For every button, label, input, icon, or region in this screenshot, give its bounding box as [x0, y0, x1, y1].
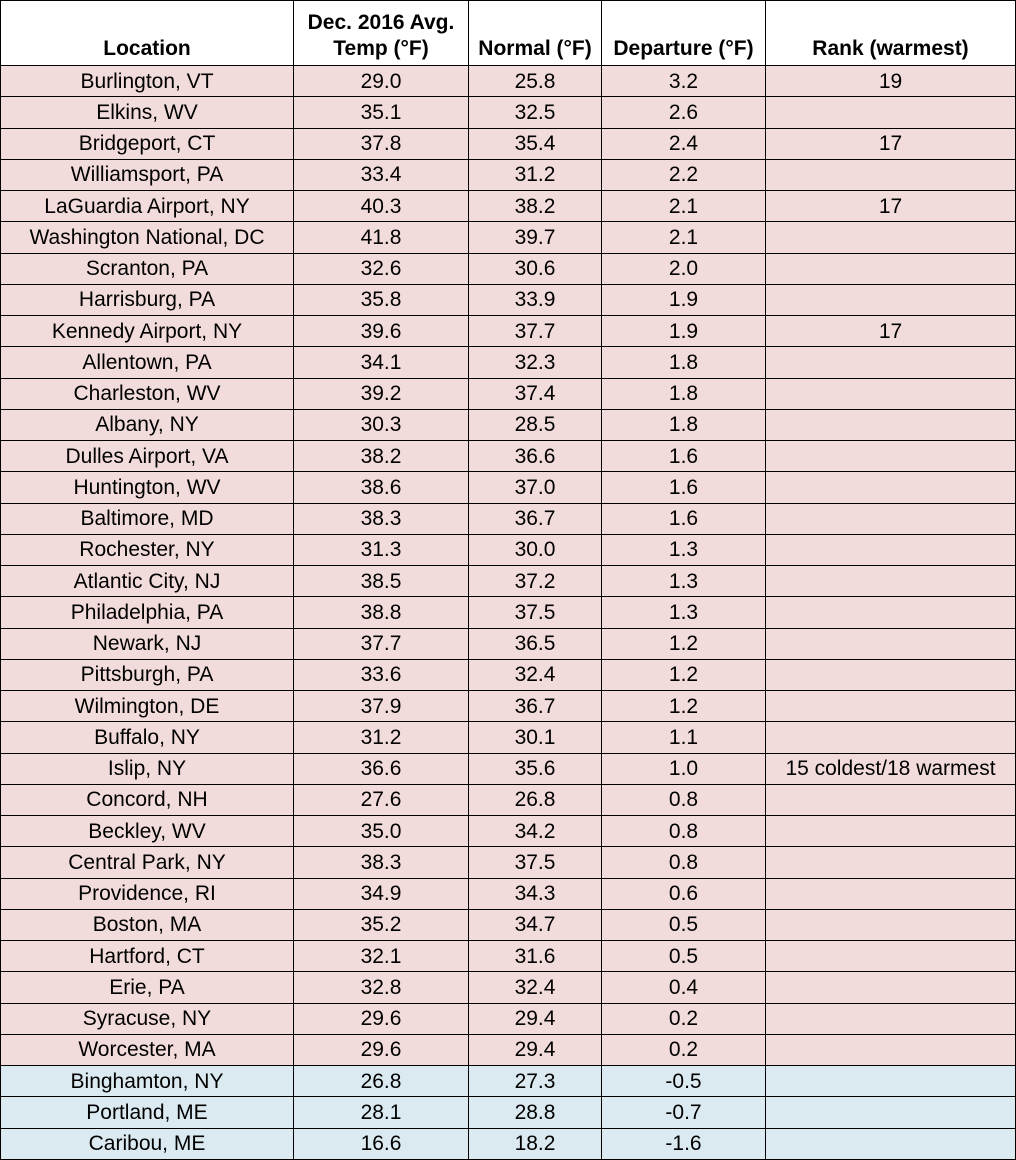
- cell-avg-temp: 31.2: [294, 722, 469, 753]
- cell-departure: 1.9: [602, 316, 766, 347]
- cell-rank: [766, 1066, 1016, 1097]
- cell-rank: 17: [766, 128, 1016, 159]
- cell-rank: [766, 722, 1016, 753]
- table-row: [1, 222, 1016, 253]
- cell-rank: [766, 347, 1016, 378]
- cell-departure: 1.8: [602, 347, 766, 378]
- table-row: [1, 159, 1016, 190]
- cell-avg-temp: 32.1: [294, 941, 469, 972]
- cell-rank: [766, 378, 1016, 409]
- cell-location: Erie, PA: [1, 972, 294, 1003]
- cell-avg-temp: 34.1: [294, 347, 469, 378]
- header-location: Location: [1, 1, 294, 66]
- cell-normal: 37.0: [469, 472, 602, 503]
- cell-avg-temp: 37.7: [294, 628, 469, 659]
- cell-rank: [766, 222, 1016, 253]
- cell-departure: 1.8: [602, 378, 766, 409]
- cell-location: Boston, MA: [1, 909, 294, 940]
- cell-location: Providence, RI: [1, 878, 294, 909]
- cell-rank: [766, 284, 1016, 315]
- cell-avg-temp: 30.3: [294, 409, 469, 440]
- cell-avg-temp: 32.8: [294, 972, 469, 1003]
- cell-avg-temp: 37.9: [294, 691, 469, 722]
- cell-departure: 1.8: [602, 409, 766, 440]
- cell-avg-temp: 35.0: [294, 816, 469, 847]
- cell-avg-temp: 38.6: [294, 472, 469, 503]
- table-row: [1, 1097, 1016, 1128]
- cell-normal: 28.5: [469, 409, 602, 440]
- header-row: [1, 1, 1016, 66]
- table-row: [1, 1066, 1016, 1097]
- cell-departure: 1.6: [602, 503, 766, 534]
- cell-departure: 1.9: [602, 284, 766, 315]
- cell-rank: [766, 784, 1016, 815]
- cell-rank: [766, 597, 1016, 628]
- cell-rank: [766, 1003, 1016, 1034]
- cell-location: Binghamton, NY: [1, 1066, 294, 1097]
- cell-departure: 2.6: [602, 97, 766, 128]
- cell-location: Portland, ME: [1, 1097, 294, 1128]
- cell-rank: [766, 1034, 1016, 1065]
- cell-avg-temp: 36.6: [294, 753, 469, 784]
- cell-normal: 37.5: [469, 847, 602, 878]
- cell-normal: 32.5: [469, 97, 602, 128]
- cell-departure: 1.0: [602, 753, 766, 784]
- header-rank: Rank (warmest): [766, 1, 1016, 66]
- cell-rank: [766, 409, 1016, 440]
- cell-departure: 2.4: [602, 128, 766, 159]
- header-departure: Departure (°F): [602, 1, 766, 66]
- cell-normal: 34.2: [469, 816, 602, 847]
- cell-rank: [766, 909, 1016, 940]
- cell-normal: 25.8: [469, 66, 602, 97]
- cell-normal: 32.3: [469, 347, 602, 378]
- table-row: [1, 253, 1016, 284]
- cell-normal: 18.2: [469, 1128, 602, 1159]
- cell-departure: 1.3: [602, 534, 766, 565]
- cell-normal: 30.6: [469, 253, 602, 284]
- cell-rank: [766, 253, 1016, 284]
- table-row: [1, 316, 1016, 347]
- cell-avg-temp: 35.1: [294, 97, 469, 128]
- cell-location: Newark, NJ: [1, 628, 294, 659]
- table-row: [1, 753, 1016, 784]
- cell-normal: 34.3: [469, 878, 602, 909]
- cell-departure: 1.2: [602, 691, 766, 722]
- table-row: [1, 66, 1016, 97]
- cell-location: Kennedy Airport, NY: [1, 316, 294, 347]
- cell-rank: [766, 503, 1016, 534]
- cell-location: Syracuse, NY: [1, 1003, 294, 1034]
- cell-avg-temp: 29.6: [294, 1003, 469, 1034]
- cell-normal: 27.3: [469, 1066, 602, 1097]
- table-row: [1, 972, 1016, 1003]
- cell-departure: -0.7: [602, 1097, 766, 1128]
- table-row: [1, 597, 1016, 628]
- cell-rank: [766, 972, 1016, 1003]
- table-row: [1, 909, 1016, 940]
- cell-location: LaGuardia Airport, NY: [1, 191, 294, 222]
- cell-normal: 33.9: [469, 284, 602, 315]
- cell-rank: [766, 628, 1016, 659]
- cell-departure: 0.8: [602, 847, 766, 878]
- cell-normal: 30.0: [469, 534, 602, 565]
- cell-location: Wilmington, DE: [1, 691, 294, 722]
- cell-normal: 36.7: [469, 691, 602, 722]
- cell-normal: 36.6: [469, 441, 602, 472]
- cell-normal: 36.5: [469, 628, 602, 659]
- header-avg-temp-line2: Temp (°F): [333, 37, 429, 60]
- cell-rank: [766, 941, 1016, 972]
- cell-normal: 34.7: [469, 909, 602, 940]
- table-row: [1, 722, 1016, 753]
- cell-departure: 0.5: [602, 941, 766, 972]
- cell-location: Buffalo, NY: [1, 722, 294, 753]
- table-row: [1, 784, 1016, 815]
- cell-normal: 39.7: [469, 222, 602, 253]
- table-row: [1, 628, 1016, 659]
- table-row: [1, 284, 1016, 315]
- cell-avg-temp: 33.6: [294, 659, 469, 690]
- cell-rank: [766, 441, 1016, 472]
- table-row: [1, 441, 1016, 472]
- cell-avg-temp: 26.8: [294, 1066, 469, 1097]
- table-row: [1, 1128, 1016, 1159]
- cell-location: Scranton, PA: [1, 253, 294, 284]
- cell-rank: 17: [766, 191, 1016, 222]
- cell-rank: [766, 1128, 1016, 1159]
- table-row: [1, 378, 1016, 409]
- cell-location: Charleston, WV: [1, 378, 294, 409]
- cell-avg-temp: 16.6: [294, 1128, 469, 1159]
- cell-location: Elkins, WV: [1, 97, 294, 128]
- cell-location: Pittsburgh, PA: [1, 659, 294, 690]
- cell-normal: 37.7: [469, 316, 602, 347]
- cell-departure: 2.0: [602, 253, 766, 284]
- cell-rank: [766, 534, 1016, 565]
- cell-departure: 0.2: [602, 1003, 766, 1034]
- cell-location: Atlantic City, NJ: [1, 566, 294, 597]
- cell-rank: [766, 566, 1016, 597]
- cell-normal: 31.2: [469, 159, 602, 190]
- cell-rank: [766, 1097, 1016, 1128]
- cell-location: Williamsport, PA: [1, 159, 294, 190]
- cell-departure: -1.6: [602, 1128, 766, 1159]
- cell-location: Bridgeport, CT: [1, 128, 294, 159]
- cell-departure: 1.1: [602, 722, 766, 753]
- cell-normal: 37.5: [469, 597, 602, 628]
- cell-avg-temp: 31.3: [294, 534, 469, 565]
- table-row: [1, 566, 1016, 597]
- cell-avg-temp: 35.2: [294, 909, 469, 940]
- cell-departure: 0.2: [602, 1034, 766, 1065]
- cell-rank: [766, 659, 1016, 690]
- table-row: [1, 472, 1016, 503]
- cell-avg-temp: 39.6: [294, 316, 469, 347]
- table-row: [1, 878, 1016, 909]
- cell-normal: 30.1: [469, 722, 602, 753]
- cell-location: Beckley, WV: [1, 816, 294, 847]
- cell-departure: 1.3: [602, 597, 766, 628]
- cell-location: Baltimore, MD: [1, 503, 294, 534]
- cell-location: Harrisburg, PA: [1, 284, 294, 315]
- cell-avg-temp: 39.2: [294, 378, 469, 409]
- cell-location: Philadelphia, PA: [1, 597, 294, 628]
- table-row: [1, 534, 1016, 565]
- table-body: [1, 66, 1016, 1160]
- header-avg-temp: [294, 1, 469, 66]
- cell-rank: [766, 472, 1016, 503]
- cell-normal: 36.7: [469, 503, 602, 534]
- cell-location: Central Park, NY: [1, 847, 294, 878]
- table-row: [1, 941, 1016, 972]
- cell-normal: 28.8: [469, 1097, 602, 1128]
- cell-departure: 0.5: [602, 909, 766, 940]
- cell-avg-temp: 29.0: [294, 66, 469, 97]
- cell-avg-temp: 35.8: [294, 284, 469, 315]
- cell-rank: [766, 691, 1016, 722]
- cell-location: Allentown, PA: [1, 347, 294, 378]
- table-row: [1, 409, 1016, 440]
- cell-avg-temp: 38.2: [294, 441, 469, 472]
- cell-departure: 1.6: [602, 441, 766, 472]
- cell-normal: 26.8: [469, 784, 602, 815]
- table-row: [1, 691, 1016, 722]
- cell-departure: 2.1: [602, 191, 766, 222]
- table-row: [1, 503, 1016, 534]
- cell-normal: 32.4: [469, 659, 602, 690]
- table-row: [1, 97, 1016, 128]
- cell-rank: [766, 847, 1016, 878]
- cell-departure: 1.3: [602, 566, 766, 597]
- table-row: [1, 128, 1016, 159]
- cell-avg-temp: 27.6: [294, 784, 469, 815]
- table-row: [1, 659, 1016, 690]
- cell-normal: 37.2: [469, 566, 602, 597]
- cell-avg-temp: 33.4: [294, 159, 469, 190]
- cell-location: Caribou, ME: [1, 1128, 294, 1159]
- cell-avg-temp: 28.1: [294, 1097, 469, 1128]
- cell-rank: [766, 878, 1016, 909]
- header-normal: Normal (°F): [469, 1, 602, 66]
- cell-location: Hartford, CT: [1, 941, 294, 972]
- cell-avg-temp: 38.3: [294, 847, 469, 878]
- cell-departure: 1.2: [602, 628, 766, 659]
- cell-departure: 0.4: [602, 972, 766, 1003]
- cell-avg-temp: 40.3: [294, 191, 469, 222]
- cell-departure: 1.2: [602, 659, 766, 690]
- cell-departure: 2.2: [602, 159, 766, 190]
- cell-normal: 37.4: [469, 378, 602, 409]
- cell-departure: 0.6: [602, 878, 766, 909]
- cell-normal: 38.2: [469, 191, 602, 222]
- cell-avg-temp: 37.8: [294, 128, 469, 159]
- cell-rank: 15 coldest/18 warmest: [766, 753, 1016, 784]
- table-row: [1, 347, 1016, 378]
- cell-departure: 1.6: [602, 472, 766, 503]
- table-row: [1, 1003, 1016, 1034]
- cell-normal: 35.6: [469, 753, 602, 784]
- cell-avg-temp: 34.9: [294, 878, 469, 909]
- cell-normal: 29.4: [469, 1003, 602, 1034]
- header-avg-temp-line1: Dec. 2016 Avg.: [307, 11, 455, 34]
- cell-avg-temp: 38.3: [294, 503, 469, 534]
- cell-location: Dulles Airport, VA: [1, 441, 294, 472]
- cell-location: Islip, NY: [1, 753, 294, 784]
- cell-rank: 19: [766, 66, 1016, 97]
- cell-rank: [766, 816, 1016, 847]
- cell-avg-temp: 41.8: [294, 222, 469, 253]
- cell-normal: 31.6: [469, 941, 602, 972]
- cell-location: Burlington, VT: [1, 66, 294, 97]
- cell-location: Worcester, MA: [1, 1034, 294, 1065]
- cell-normal: 32.4: [469, 972, 602, 1003]
- cell-normal: 35.4: [469, 128, 602, 159]
- cell-avg-temp: 32.6: [294, 253, 469, 284]
- cell-departure: 0.8: [602, 784, 766, 815]
- cell-location: Albany, NY: [1, 409, 294, 440]
- cell-location: Washington National, DC: [1, 222, 294, 253]
- cell-avg-temp: 29.6: [294, 1034, 469, 1065]
- cell-location: Rochester, NY: [1, 534, 294, 565]
- cell-rank: [766, 159, 1016, 190]
- cell-departure: 0.8: [602, 816, 766, 847]
- cell-location: Concord, NH: [1, 784, 294, 815]
- cell-departure: 3.2: [602, 66, 766, 97]
- table-row: [1, 816, 1016, 847]
- cell-departure: 2.1: [602, 222, 766, 253]
- table-row: [1, 191, 1016, 222]
- cell-normal: 29.4: [469, 1034, 602, 1065]
- cell-location: Huntington, WV: [1, 472, 294, 503]
- table-row: [1, 1034, 1016, 1065]
- cell-rank: 17: [766, 316, 1016, 347]
- cell-departure: -0.5: [602, 1066, 766, 1097]
- cell-avg-temp: 38.8: [294, 597, 469, 628]
- cell-rank: [766, 97, 1016, 128]
- cell-avg-temp: 38.5: [294, 566, 469, 597]
- table-row: [1, 847, 1016, 878]
